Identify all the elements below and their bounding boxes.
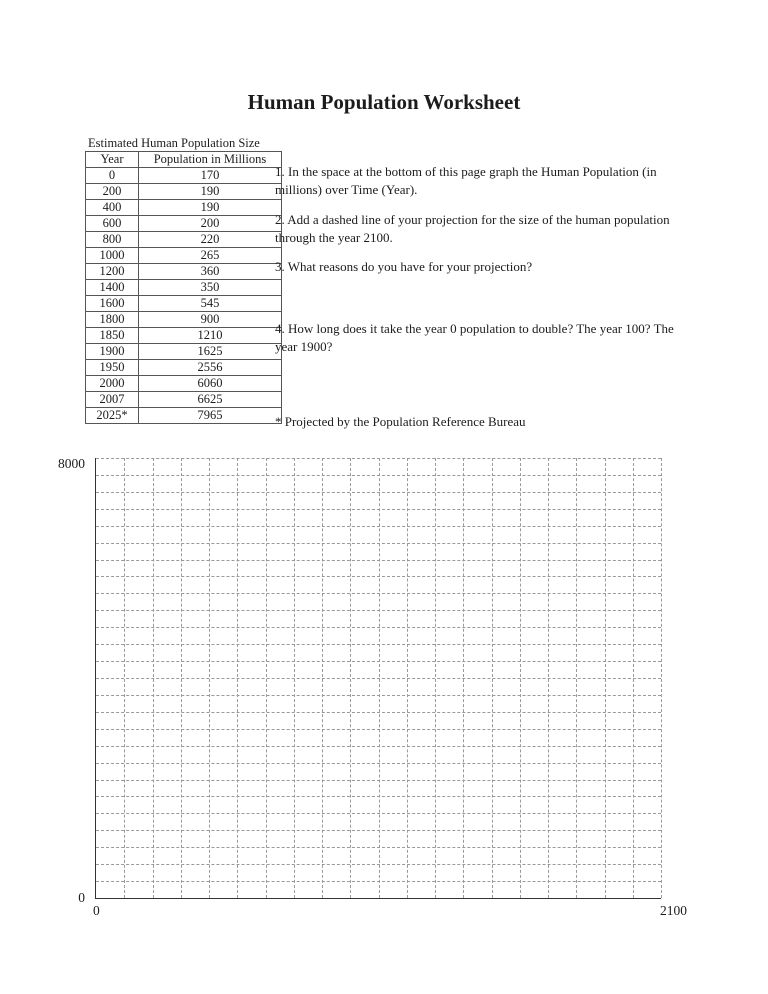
population-cell: 6060 <box>139 376 282 392</box>
y-axis-min-label: 0 <box>78 890 85 905</box>
grid-line-horizontal <box>96 509 661 510</box>
grid-line-horizontal <box>96 661 661 662</box>
table-row <box>86 328 282 344</box>
grid-line-horizontal <box>96 560 661 561</box>
table-row <box>86 264 282 280</box>
question-4: 4. How long does it take the year 0 population to double? The year 100? The year 1900? <box>275 321 674 355</box>
table-row <box>86 392 282 408</box>
population-cell: 2556 <box>139 360 282 376</box>
question-2: 2. Add a dashed line of your projection for the size of the human population through the year 2100. <box>275 212 670 246</box>
population-table <box>85 151 282 424</box>
year-cell: 1950 <box>86 360 139 376</box>
table-row <box>86 312 282 328</box>
table-row <box>86 360 282 376</box>
grid-line-horizontal <box>96 475 661 476</box>
grid-line-horizontal <box>96 881 661 882</box>
grid-line-horizontal <box>96 813 661 814</box>
question-1: 1. In the space at the bottom of this page graph the Human Population (in millions) over Time (Year). <box>275 164 657 198</box>
grid-line-horizontal <box>96 492 661 493</box>
population-cell: 7965 <box>139 408 282 424</box>
population-cell: 1625 <box>139 344 282 360</box>
population-table-body <box>86 168 282 424</box>
table-row <box>86 296 282 312</box>
population-cell: 900 <box>139 312 282 328</box>
year-cell: 1900 <box>86 344 139 360</box>
grid-line-horizontal <box>96 627 661 628</box>
grid-line-horizontal <box>96 780 661 781</box>
year-cell: 1400 <box>86 280 139 296</box>
grid-line-horizontal <box>96 847 661 848</box>
table-row <box>86 216 282 232</box>
population-cell: 360 <box>139 264 282 280</box>
year-cell: 2025* <box>86 408 139 424</box>
year-cell: 1200 <box>86 264 139 280</box>
table-row <box>86 248 282 264</box>
page-title: Human Population Worksheet <box>247 90 521 114</box>
grid-line-horizontal <box>96 712 661 713</box>
grid-line-horizontal <box>96 695 661 696</box>
population-cell: 350 <box>139 280 282 296</box>
grid-line-horizontal <box>96 678 661 679</box>
x-axis-min-label: 0 <box>93 903 100 918</box>
table-row <box>86 280 282 296</box>
table-row <box>86 376 282 392</box>
year-cell: 400 <box>86 200 139 216</box>
year-cell: 2000 <box>86 376 139 392</box>
grid-line-horizontal <box>96 864 661 865</box>
population-cell: 220 <box>139 232 282 248</box>
table-row <box>86 184 282 200</box>
footnote: * Projected by the Population Reference Bureau <box>275 414 526 429</box>
population-cell: 200 <box>139 216 282 232</box>
grid-line-horizontal <box>96 763 661 764</box>
table-row <box>86 232 282 248</box>
grid-line-vertical <box>661 458 662 898</box>
table-header-population: Population in Millions <box>139 152 282 168</box>
graph-grid <box>95 458 661 899</box>
grid-line-horizontal <box>96 610 661 611</box>
x-axis-max-label: 2100 <box>660 903 687 918</box>
table-row <box>86 408 282 424</box>
population-cell: 190 <box>139 200 282 216</box>
grid-line-horizontal <box>96 526 661 527</box>
grid-line-horizontal <box>96 593 661 594</box>
question-3: 3. What reasons do you have for your projection? <box>275 259 533 274</box>
population-cell: 545 <box>139 296 282 312</box>
y-axis-max-label: 8000 <box>58 456 85 471</box>
table-caption: Estimated Human Population Size <box>88 136 260 150</box>
year-cell: 800 <box>86 232 139 248</box>
table-row <box>86 200 282 216</box>
grid-line-horizontal <box>96 644 661 645</box>
year-cell: 200 <box>86 184 139 200</box>
grid-line-horizontal <box>96 729 661 730</box>
grid-line-horizontal <box>96 576 661 577</box>
population-cell: 6625 <box>139 392 282 408</box>
table-header-year: Year <box>86 152 139 168</box>
population-cell: 1210 <box>139 328 282 344</box>
grid-line-horizontal <box>96 830 661 831</box>
population-cell: 170 <box>139 168 282 184</box>
grid-line-horizontal <box>96 543 661 544</box>
year-cell: 600 <box>86 216 139 232</box>
year-cell: 1000 <box>86 248 139 264</box>
grid-line-horizontal <box>96 746 661 747</box>
table-header-row <box>86 152 282 168</box>
year-cell: 0 <box>86 168 139 184</box>
year-cell: 2007 <box>86 392 139 408</box>
grid-line-horizontal <box>96 458 661 459</box>
grid-line-horizontal <box>96 796 661 797</box>
year-cell: 1600 <box>86 296 139 312</box>
population-cell: 190 <box>139 184 282 200</box>
year-cell: 1800 <box>86 312 139 328</box>
table-row <box>86 168 282 184</box>
population-cell: 265 <box>139 248 282 264</box>
table-row <box>86 344 282 360</box>
year-cell: 1850 <box>86 328 139 344</box>
